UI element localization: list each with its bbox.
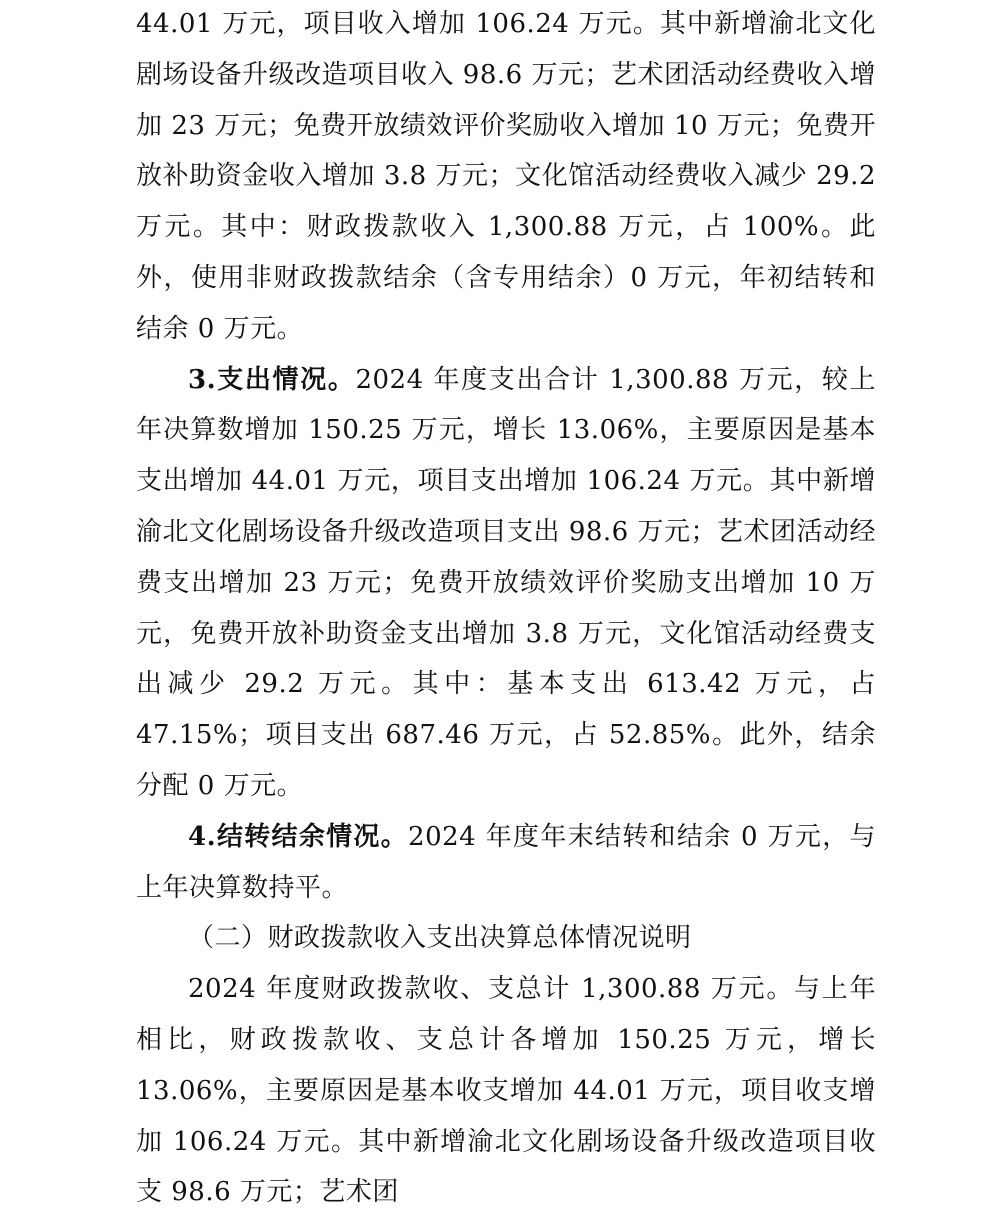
income-continuation-paragraph: 44.01 万元，项目收入增加 106.24 万元。其中新增渝北文化剧场设备升级改造项目收入 98.6 万元；艺术团活动经费收入增加 23 万元；免费开放绩效评价奖励收入增加 10 万元；免费开放补助资金收入增加 3.8 万元；文化馆活动经费收入减少 29.2 万元。其中：财政拨款收入 1,300.88 万元，占 100%。此外，使用非财政拨款结余（含专用结余）0 万元，年初结转和结余 0 万元。 xyxy=(136,9,876,344)
expenditure-paragraph xyxy=(136,355,876,812)
document-page xyxy=(136,0,876,1218)
expenditure-heading: 3.支出情况。 xyxy=(188,364,356,395)
carryover-paragraph xyxy=(136,812,876,914)
expenditure-text: 2024 年度支出合计 1,300.88 万元，较上年决算数增加 150.25 万元，增长 13.06%，主要原因是基本支出增加 44.01 万元，项目支出增加 106.24 万元。其中新增渝北文化剧场设备升级改造项目支出 98.6 万元；艺术团活动经费支出增加 23 万元；免费开放绩效评价奖励支出增加 10 万元，免费开放补助资金支出增加 3.8 万元，文化馆活动经费支出减少 29.2 万元。其中：基本支出 613.42 万元，占 47.15%；项目支出 687.46 万元，占 52.85%。此外，结余分配 0 万元。 xyxy=(136,364,876,801)
fiscal-appropriation-paragraph: 2024 年度财政拨款收、支总计 1,300.88 万元。与上年相比，财政拨款收、支总计各增加 150.25 万元，增长 13.06%，主要原因是基本收支增加 44.01 万元，项目收支增加 106.24 万元。其中新增渝北文化剧场设备升级改造项目收支 98.6 万元；艺术团 xyxy=(136,974,876,1208)
carryover-heading: 4.结转结余情况。 xyxy=(188,821,409,852)
section-subheading: （二）财政拨款收入支出决算总体情况说明 xyxy=(188,923,692,954)
carryover-text: 2024 年度年末结转和结余 0 万元，与上年决算数持平。 xyxy=(136,821,876,903)
